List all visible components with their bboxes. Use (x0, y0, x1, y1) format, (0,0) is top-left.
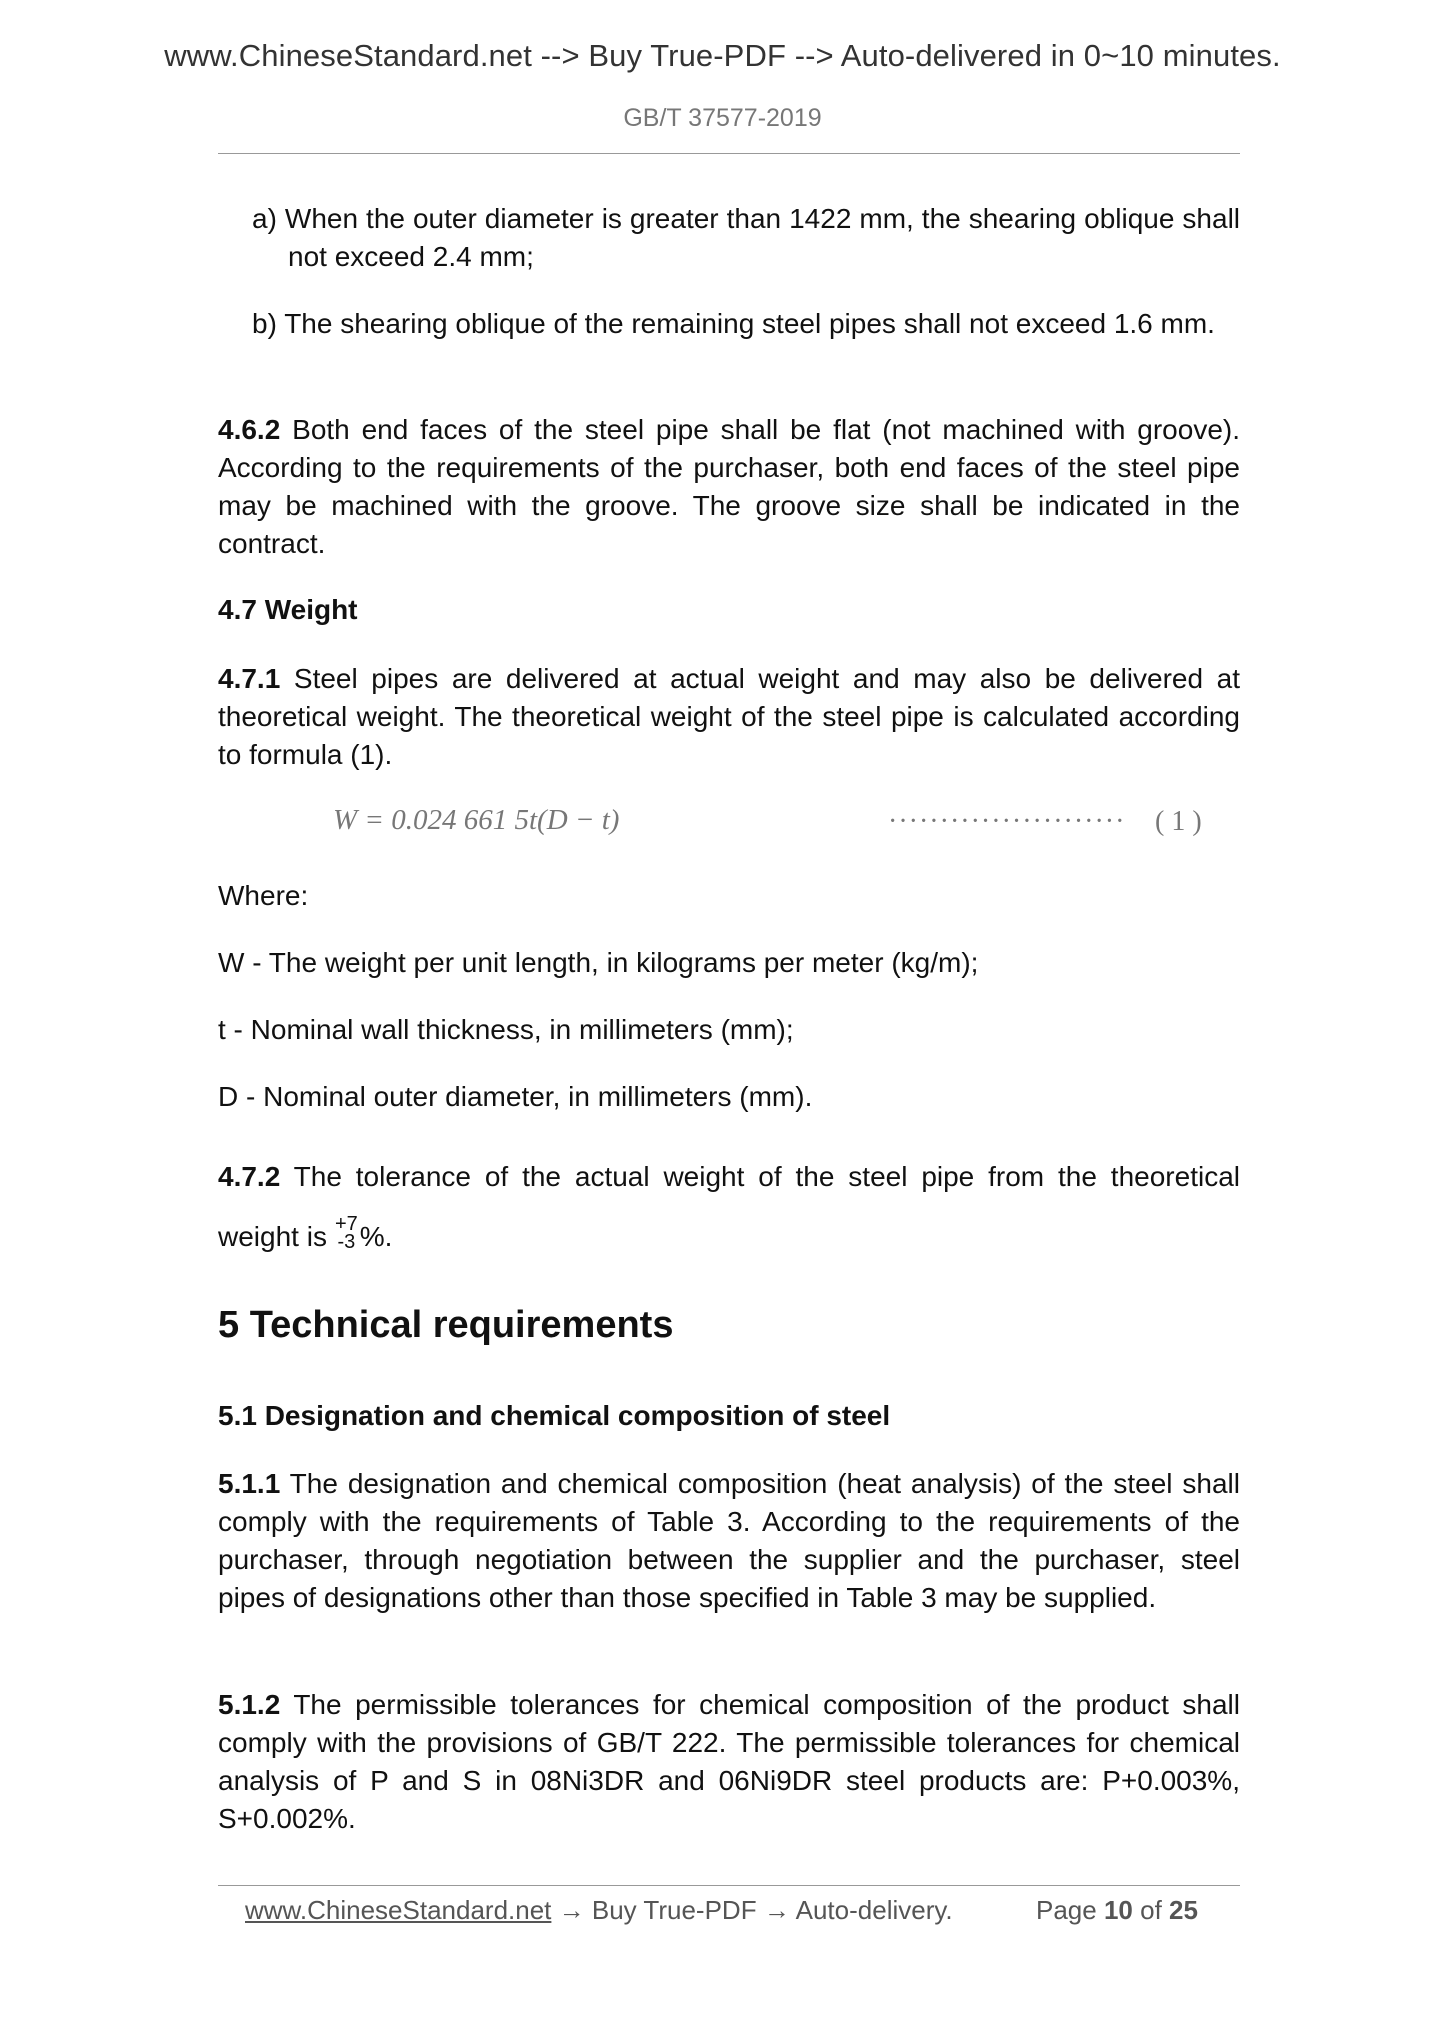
page-indicator (1036, 1895, 1198, 1926)
formula-leader-dots: ······················· (888, 806, 1126, 837)
clause-text: Both end faces of the steel pipe shall be flat (not machined with groove). According to the requirements of the purchaser, both end faces of the steel pipe may be machined with the groove. The groove size shall be indicated in the contract. (218, 414, 1241, 559)
item-text: When the outer diameter is greater than 1422 mm, the shearing oblique shall not exceed 2.4 mm; (284, 203, 1241, 272)
arrow-icon: → (763, 1895, 790, 1925)
clause-text: The designation and chemical composition (heat analysis) of the steel shall comply with the requirements of Table 3. According to the requirements of the purchaser, through negotiation between the supplier and the purchaser, steel pipes of designations other than those specified in Table 3 may be supplied. (218, 1468, 1240, 1613)
item-label: b) (252, 308, 277, 339)
tolerance-supsub (334, 1212, 358, 1253)
list-item-b (252, 305, 1240, 343)
where-label: Where: (218, 880, 309, 911)
clause-number: 5.1.1 (218, 1468, 281, 1499)
list-item-a (252, 200, 1240, 276)
footer-link[interactable]: www.ChineseStandard.net (245, 1895, 552, 1925)
clause-5-1-2 (218, 1686, 1240, 1838)
footer-delivery: Auto-delivery. (795, 1895, 953, 1925)
page-label: Page (1036, 1895, 1097, 1925)
definition-t: t - Nominal wall thickness, in millimeters (mm); (218, 1014, 794, 1045)
clause-number: 4.6.2 (218, 414, 281, 445)
header-rule (218, 153, 1240, 154)
section-heading-5-1: 5.1 Designation and chemical composition of steel (218, 1400, 891, 1431)
clause-4-6-2 (218, 411, 1240, 563)
formula-number: ( 1 ) (1155, 806, 1202, 837)
tolerance-upper: +7 (334, 1212, 358, 1235)
section-heading-5: 5 Technical requirements (218, 1304, 674, 1346)
clause-text: Steel pipes are delivered at actual weight and may also be delivered at theoretical weight. The theoretical weight of the steel pipe is calculated according to formula (1). (218, 663, 1241, 770)
total-pages: 25 (1169, 1895, 1198, 1925)
clause-number: 4.7.2 (218, 1161, 281, 1192)
item-label: a) (252, 203, 277, 234)
clause-4-7-1 (218, 660, 1240, 774)
section-heading-4-7: 4.7 Weight (218, 594, 358, 625)
page-number: 10 (1103, 1895, 1133, 1925)
footer-left (245, 1895, 953, 1926)
header-banner: www.ChineseStandard.net --> Buy True-PDF --> Auto-delivered in 0~10 minutes. (164, 38, 1281, 73)
clause-number: 4.7.1 (218, 663, 281, 694)
tolerance-lower: -3 (337, 1230, 356, 1253)
tolerance-suffix: %. (359, 1221, 393, 1252)
clause-text: The tolerance of the actual weight of the steel pipe from the theoretical weight is (218, 1161, 1240, 1252)
definition-w: W - The weight per unit length, in kilograms per meter (kg/m); (218, 947, 979, 978)
definition-d: D - Nominal outer diameter, in millimeters (mm). (218, 1081, 813, 1112)
formula-expression: W = 0.024 661 5t(D − t) (333, 804, 620, 836)
arrow-icon: → (558, 1895, 585, 1925)
clause-5-1-1 (218, 1465, 1240, 1617)
clause-number: 5.1.2 (218, 1689, 281, 1720)
clause-text: The permissible tolerances for chemical composition of the product shall comply with the provisions of GB/T 222. The permissible tolerances for chemical analysis of P and S in 08Ni3DR and 06Ni9DR steel products are: P+0.003%, S+0.002%. (218, 1689, 1240, 1834)
item-text: The shearing oblique of the remaining steel pipes shall not exceed 1.6 mm. (284, 308, 1215, 339)
footer-buy: Buy True-PDF (591, 1895, 757, 1925)
document-id: GB/T 37577-2019 (623, 104, 822, 132)
of-label: of (1140, 1895, 1162, 1925)
clause-4-7-2 (218, 1147, 1240, 1267)
footer-rule (218, 1885, 1240, 1886)
